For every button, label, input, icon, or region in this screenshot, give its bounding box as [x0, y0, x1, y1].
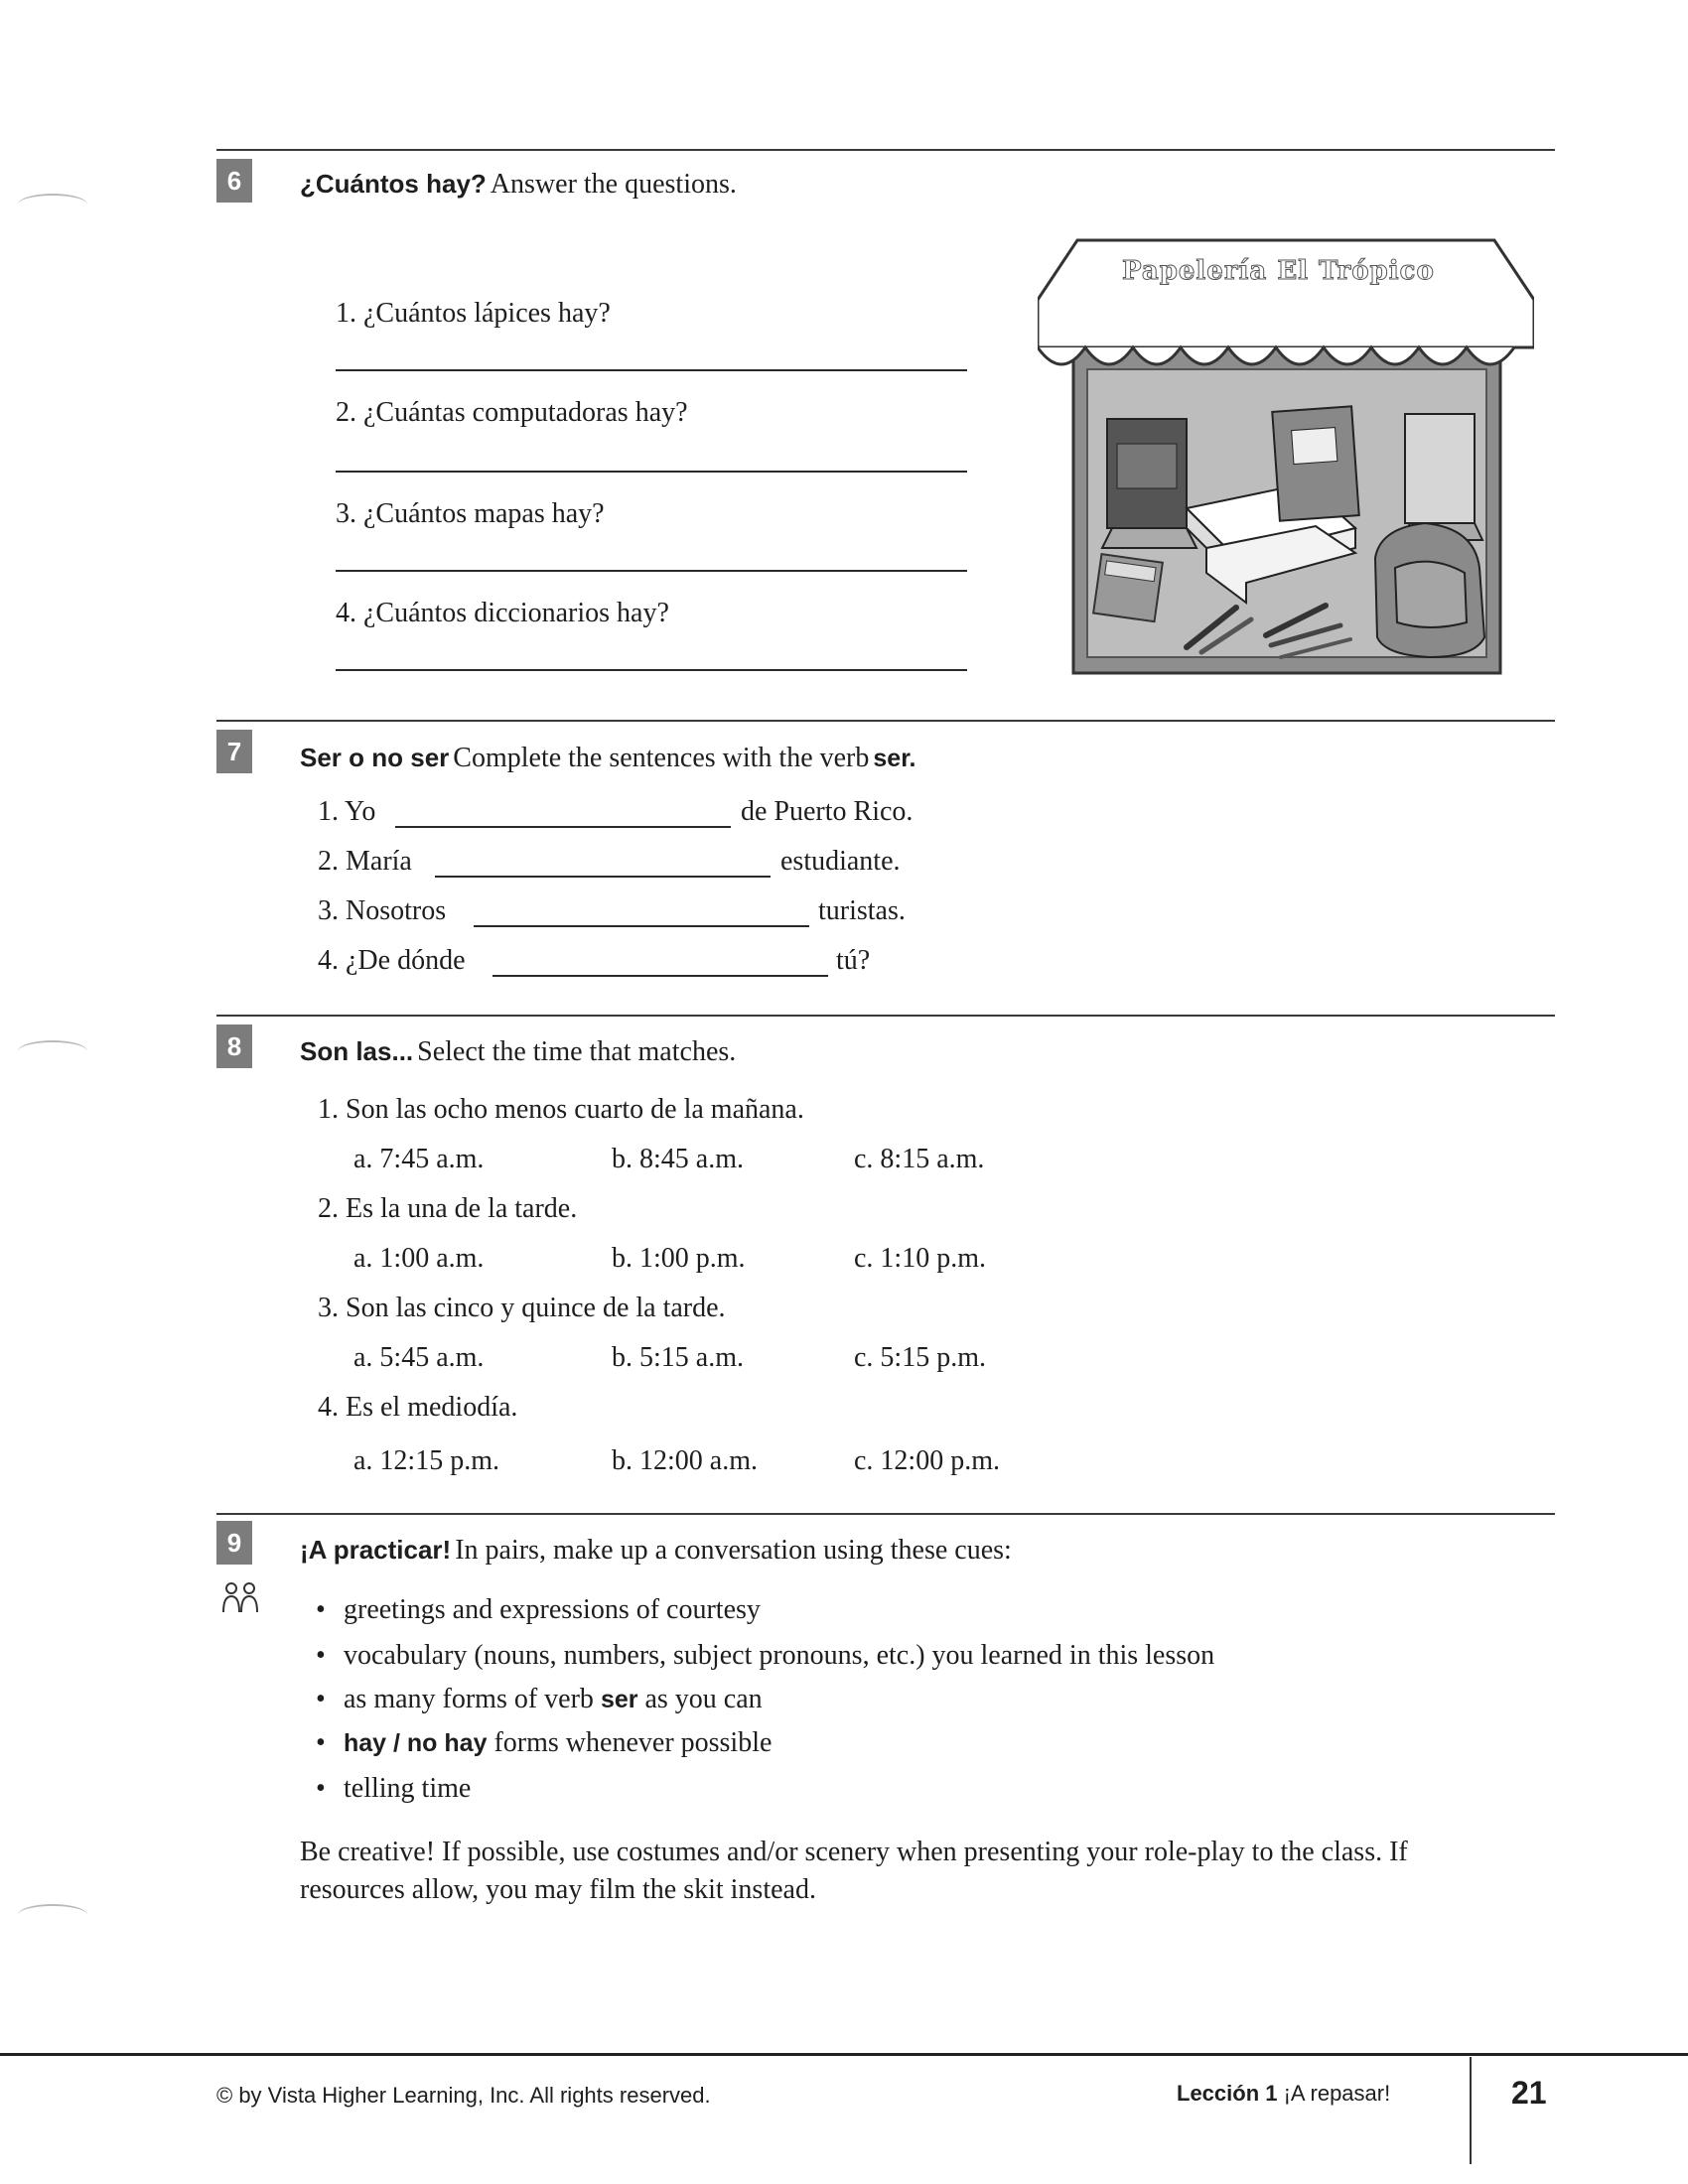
s7-item-1-start: 1. Yo [318, 796, 376, 827]
section-9-rule [216, 1513, 1555, 1515]
s7-item-2-start: 2. María [318, 846, 412, 877]
store-illustration [1038, 230, 1534, 677]
s8-q2-option-b[interactable]: b. 1:00 p.m. [612, 1243, 746, 1274]
s8-q3-option-b[interactable]: b. 5:15 a.m. [612, 1342, 744, 1373]
s8-q2-option-a[interactable]: a. 1:00 a.m. [353, 1243, 485, 1274]
s8-q1-option-c[interactable]: c. 8:15 a.m. [854, 1144, 985, 1174]
s7-item-2-end: estudiante. [780, 846, 901, 877]
s7-blank-3[interactable] [474, 925, 809, 927]
store-sign: Papelería El Trópico [1122, 256, 1435, 286]
s8-q1-option-b[interactable]: b. 8:45 a.m. [612, 1144, 744, 1174]
s7-blank-4[interactable] [492, 975, 828, 977]
s9-bullet-4 [344, 1727, 772, 1759]
s8-q4-option-a[interactable]: a. 12:15 p.m. [353, 1445, 499, 1476]
s9-bullet-4-bold: hay / no hay [344, 1729, 488, 1757]
section-7-heading [300, 743, 916, 774]
section-6-instruction: Answer the questions. [490, 169, 737, 200]
footer-copyright: © by Vista Higher Learning, Inc. All rights reserved. [216, 2083, 711, 2108]
s8-q4-option-b[interactable]: b. 12:00 a.m. [612, 1445, 758, 1476]
section-6-heading [300, 169, 737, 201]
answer-line-1[interactable] [336, 369, 967, 371]
pair-work-icon [220, 1580, 260, 1616]
s7-blank-1[interactable] [395, 826, 731, 828]
section-6-number: 6 [216, 159, 252, 203]
page-number: 21 [1511, 2075, 1547, 2111]
footer-divider [1470, 2057, 1472, 2164]
footer-lesson [1177, 2081, 1390, 2107]
section-9-heading [300, 1535, 1012, 1567]
s9-bullet-5 [344, 1773, 471, 1805]
margin-mark [18, 1904, 87, 1926]
section-8-rule [216, 1015, 1555, 1017]
margin-mark [18, 1040, 87, 1062]
s8-q4-option-c[interactable]: c. 12:00 p.m. [854, 1445, 1000, 1476]
s8-question-2: 2. Es la una de la tarde. [318, 1193, 578, 1224]
section-9-instruction: In pairs, make up a conversation using these cues: [455, 1535, 1012, 1566]
s9-bullet-1 [344, 1594, 761, 1626]
s9-bullet-4-post: forms whenever possible [493, 1727, 773, 1758]
section-7-instruction: Complete the sentences with the verb [453, 743, 870, 773]
s8-q3-option-c[interactable]: c. 5:15 p.m. [854, 1342, 986, 1373]
s8-q3-option-a[interactable]: a. 5:45 a.m. [353, 1342, 485, 1373]
section-6-rule [216, 149, 1555, 151]
answer-line-2[interactable] [336, 471, 967, 473]
s7-item-3-end: turistas. [818, 895, 906, 926]
s9-bullet-3-pre: as many forms of verb [344, 1684, 594, 1714]
s9-bullet-3-post: as you can [644, 1684, 763, 1714]
s8-q2-option-c[interactable]: c. 1:10 p.m. [854, 1243, 986, 1274]
section-8-instruction: Select the time that matches. [417, 1036, 737, 1067]
section-6-title: ¿Cuántos hay? [300, 169, 487, 199]
section-8-title: Son las... [300, 1036, 414, 1066]
s9-bullet-3-verb: ser [600, 1686, 638, 1713]
s9-bullet-3 [344, 1684, 763, 1715]
s7-item-1-end: de Puerto Rico. [741, 796, 914, 827]
s9-bullet-1-text: greetings and expressions of courtesy [344, 1594, 761, 1625]
s8-question-4: 4. Es el mediodía. [318, 1392, 518, 1423]
s9-bullet-2 [344, 1640, 1214, 1672]
s9-closing-line-1: Be creative! If possible, use costumes and/or scenery when presenting your role-play to the class. If [300, 1837, 1408, 1867]
section-8-number: 8 [216, 1024, 252, 1068]
footer-rule [0, 2053, 1688, 2056]
section-9-title: ¡A practicar! [300, 1535, 452, 1565]
s9-closing-line-2: resources allow, you may film the skit instead. [300, 1874, 816, 1905]
margin-mark [18, 194, 87, 215]
question-3: 3. ¿Cuántos mapas hay? [336, 498, 605, 529]
s9-bullet-2-text: vocabulary (nouns, numbers, subject pronouns, etc.) you learned in this lesson [344, 1640, 1215, 1671]
answer-line-4[interactable] [336, 669, 967, 671]
s8-question-1: 1. Son las ocho menos cuarto de la mañana. [318, 1094, 804, 1125]
section-7-instruction-verb: ser. [873, 745, 916, 772]
s7-item-3-start: 3. Nosotros [318, 895, 447, 926]
section-7-rule [216, 720, 1555, 722]
question-4: 4. ¿Cuántos diccionarios hay? [336, 598, 669, 628]
section-7-number: 7 [216, 730, 252, 773]
section-7-title: Ser o no ser [300, 743, 450, 772]
s8-question-3: 3. Son las cinco y quince de la tarde. [318, 1293, 726, 1323]
s8-q1-option-a[interactable]: a. 7:45 a.m. [353, 1144, 485, 1174]
section-9-number: 9 [216, 1521, 252, 1565]
question-1: 1. ¿Cuántos lápices hay? [336, 298, 611, 329]
footer-lesson-number: Lección 1 [1177, 2081, 1278, 2106]
footer-lesson-title: ¡A repasar! [1283, 2081, 1391, 2106]
section-8-heading [300, 1036, 736, 1068]
question-2: 2. ¿Cuántas computadoras hay? [336, 397, 688, 428]
s9-bullet-5-text: telling time [344, 1773, 472, 1804]
answer-line-3[interactable] [336, 570, 967, 572]
s7-item-4-start: 4. ¿De dónde [318, 945, 466, 976]
s7-item-4-end: tú? [836, 945, 871, 976]
s7-blank-2[interactable] [435, 876, 771, 878]
